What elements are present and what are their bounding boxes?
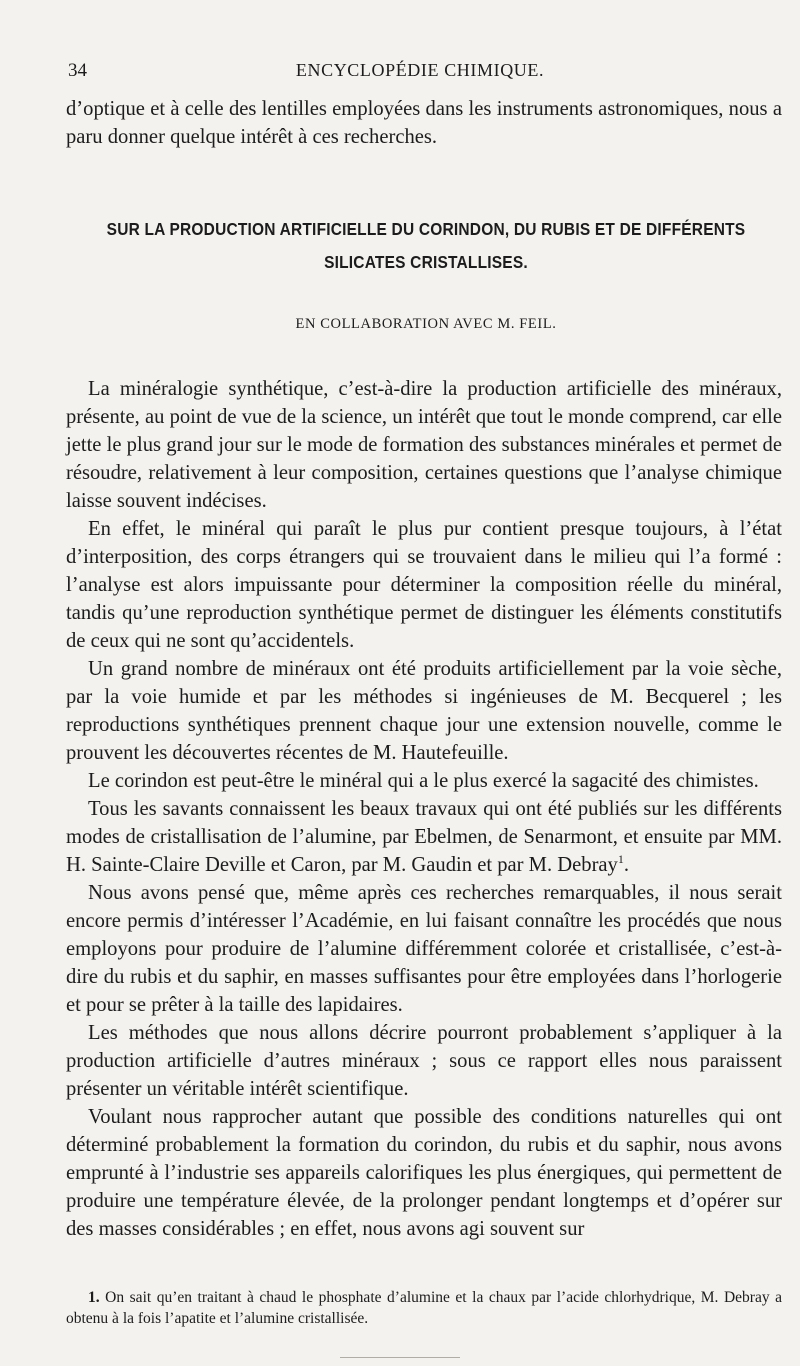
paragraph-8: Voulant nous rapprocher autant que possible des conditions naturelles qui ont déterminé probablement la formation du corindon, du rubis et du saphir, nous avons emprunté à l’industrie ses appareils calorifiques les plus énergiques, qui permettent de produire une température élevée, de la prolonger pendant longtemps et d’opérer sur des masses considérables ; en effet, nous avons agi souvent sur [66,1106,782,1240]
paragraph-4: Le corindon est peut-être le minéral qui a le plus exercé la sagacité des chimistes. [88,770,759,792]
footnote [66,1287,782,1329]
paragraph-3: Un grand nombre de minéraux ont été produits artificiellement par la voie sèche, par la voie humide et par les méthodes si ingénieuses de M. Becquerel ; les reproductions synthétiques prennent chaque jour une extension nouvelle, comme le prouvent les découvertes récentes de M. Hautefeuille. [66,658,782,764]
footnote-paragraph [66,1287,782,1329]
intro-paragraph: d’optique et à celle des lentilles employées dans les instruments astronomiques, nous a paru donner quelque intérêt à ces recherches. [66,98,782,148]
paragraph-2: En effet, le minéral qui paraît le plus pur contient presque toujours, à l’état d’interposition, des corps étrangers qui se trouvaient dans le milieu qui l’a formé : l’analyse est alors impuissante pour déterminer la composition réelle du minéral, tandis qu’une reproduction synthétique permet de distinguer les éléments constitutifs de ceux qui ne sont qu’accidentels. [66,518,782,652]
paragraph-1: La minéralogie synthétique, c’est-à-dire la production artificielle des minéraux, présente, au point de vue de la science, un intérêt que tout le monde comprend, car elle jette le plus grand jour sur le mode de formation des substances minérales et permet de résoudre, relativement à leur composition, certaines questions que l’analyse chimique laisse souvent indécises. [66,378,782,512]
paragraph-5-end: . [623,854,630,876]
intro-text [66,95,782,151]
page-number: 34 [68,60,87,81]
paragraph-7: Les méthodes que nous allons décrire pourront probablement s’appliquer à la production artificielle d’autres minéraux ; sous ce rapport elles nous paraissent présenter un véritable intérêt scientifique. [66,1022,782,1100]
footnote-reference: 1 [617,852,624,867]
paragraph-5 [66,795,782,879]
paragraph-6: Nous avons pensé que, même après ces recherches remarquables, il nous serait encore permis d’intéresser l’Académie, en lui faisant connaître les procédés que nous employons pour produire de l’alumine différemment colorée et cristallisée, c’est-à-dire du rubis et du saphir, en masses suffisantes pour être employées dans l’horlogerie et pour se prêter à la taille des lapidaires. [66,882,782,1016]
section-title-line-2: SILICATES CRISTALLISES. [324,253,528,273]
running-title: ENCYCLOPÉDIE CHIMIQUE. [295,60,545,80]
collaboration-line: EN COLLABORATION AVEC M. FEIL. [295,316,557,332]
main-text [66,375,782,1243]
section-title [96,213,756,280]
bottom-divider [340,1357,460,1358]
footnote-marker: 1. [88,1289,100,1306]
footnote-text: On sait qu’en traitant à chaud le phosphate d’alumine et la chaux par l’acide chlorhydrique, M. Debray a obtenu à la fois l’apatite et l’alumine cristallisée. [66,1289,783,1327]
paragraph-5-text: Tous les savants connaissent les beaux travaux qui ont été publiés sur les différents modes de cristallisation de l’alumine, par Ebelmen, de Senarmont, et ensuite par MM. H. Sainte-Claire Deville et Caron, par M. Gaudin et par M. Debray [66,798,782,876]
section-title-line-1: SUR LA PRODUCTION ARTIFICIELLE DU CORINDON, DU RUBIS ET DE DIFFÉRENTS [106,219,746,240]
page-header [68,60,772,86]
